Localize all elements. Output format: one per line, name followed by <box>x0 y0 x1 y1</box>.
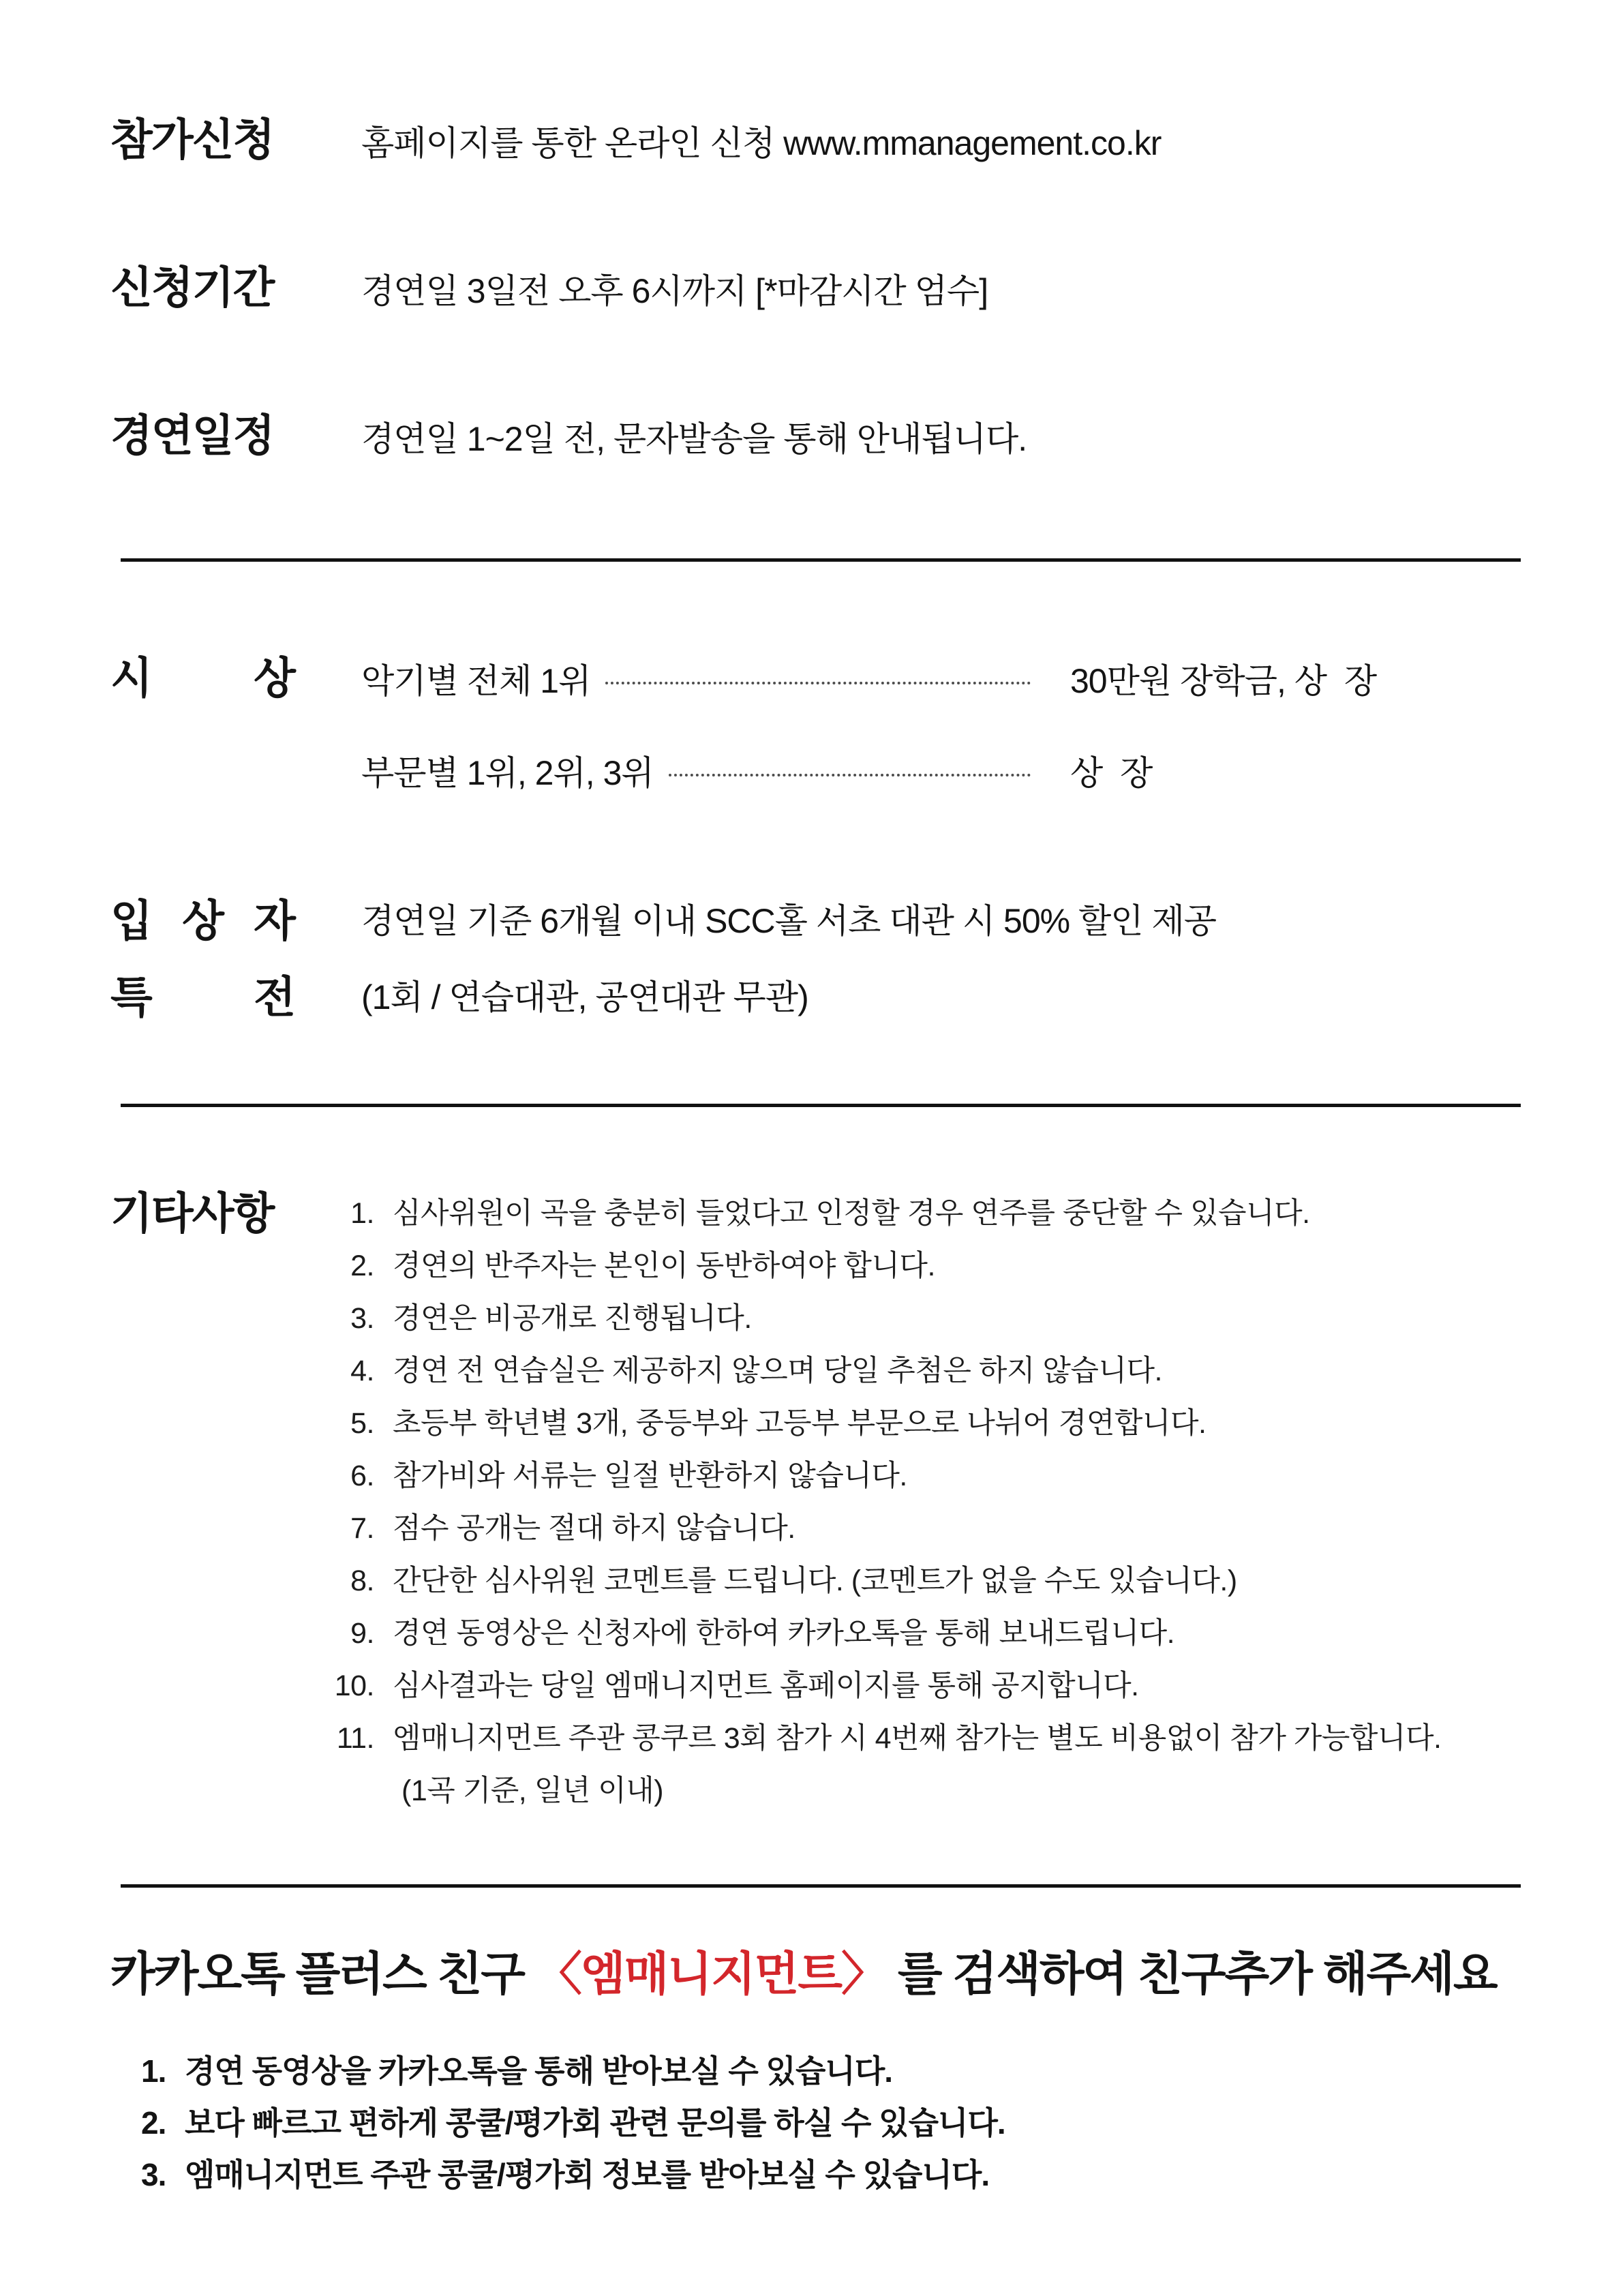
etc-list-item <box>323 1293 1441 1345</box>
item-text: 보다 빠르고 편하게 콩쿨/평가회 관련 문의를 하실 수 있습니다. <box>185 2104 1005 2141</box>
item-number: 3. <box>141 2156 166 2192</box>
item-number: 6. <box>350 1460 374 1492</box>
item-number: 2. <box>141 2104 166 2141</box>
item-text: 경연의 반주자는 본인이 동반하여야 합니다. <box>393 1250 935 1282</box>
winner-benefit-label-line1: 입 상 자 <box>110 896 294 946</box>
item-text: 엠매니지먼트 주관 콩쿠르 3회 참가 시 4번째 참가는 별도 비용없이 참가 가능합니다. <box>393 1722 1442 1755</box>
item-number: 9. <box>350 1617 374 1650</box>
item-number: 1. <box>141 2053 166 2089</box>
section-divider <box>121 1884 1521 1888</box>
kakao-list-item <box>141 2045 1521 2097</box>
winner-benefit-label-line2: 특 전 <box>110 973 294 1022</box>
section-winner-benefit <box>110 883 1521 1036</box>
award-row <box>361 748 1521 793</box>
item-number: 11. <box>336 1722 374 1755</box>
etc-label: 기타사항 <box>110 1189 274 1238</box>
etc-list-item <box>323 1660 1441 1712</box>
info-row <box>110 264 1521 313</box>
item-text: 경연은 비공개로 진행됩니다. <box>393 1302 752 1335</box>
winner-benefit-label <box>110 883 294 1036</box>
item-text: 심사위원이 곡을 충분히 들었다고 인정할 경우 연주를 중단할 수 있습니다. <box>393 1197 1310 1230</box>
award-item-text: 악기별 전체 1위 <box>361 662 591 700</box>
awards-label: 시 상 <box>110 654 294 703</box>
item-text: 초등부 학년별 3개, 중등부와 고등부 부문으로 나뉘어 경연합니다. <box>393 1407 1207 1440</box>
etc-list-item <box>323 1450 1441 1502</box>
info-row-label: 경연일정 <box>110 411 274 460</box>
item-text: 경연 동영상은 신청자에 한하여 카카오톡을 통해 보내드립니다. <box>393 1617 1175 1650</box>
info-row-content: 홈페이지를 통한 온라인 신청 www.mmanagement.co.kr <box>361 124 1162 162</box>
kakao-heading-suffix: 를 검색하여 친구추가 해주세요 <box>886 1948 1497 2000</box>
etc-list-item <box>323 1398 1441 1450</box>
item-number: 8. <box>350 1565 374 1597</box>
kakao-list-item <box>141 2149 1521 2201</box>
item-number: 1. <box>350 1197 374 1230</box>
info-row-content: 경연일 1~2일 전, 문자발송을 통해 안내됩니다. <box>361 420 1027 458</box>
award-left <box>361 654 1043 703</box>
section-etc <box>110 1188 1521 1817</box>
item-number: 7. <box>350 1512 374 1545</box>
etc-list-item <box>323 1345 1441 1398</box>
award-prize: 상 장 <box>1070 754 1153 792</box>
etc-list-item <box>323 1502 1441 1555</box>
kakao-list <box>141 2045 1521 2201</box>
award-item-text: 부문별 1위, 2위, 3위 <box>361 754 654 792</box>
etc-item11-note: (1곡 기준, 일년 이내) <box>401 1774 664 1807</box>
etc-list-item <box>323 1555 1441 1607</box>
info-row-content: 경연일 3일전 오후 6시까지 [*마감시간 엄수] <box>361 272 988 310</box>
item-number: 5. <box>350 1407 374 1440</box>
item-text: 경연 동영상을 카카오톡을 통해 받아보실 수 있습니다. <box>185 2053 893 2089</box>
kakao-list-item <box>141 2097 1521 2149</box>
item-number: 10. <box>334 1670 374 1702</box>
etc-list-item <box>323 1240 1441 1293</box>
award-row <box>361 656 1521 701</box>
etc-list-item <box>323 1607 1441 1660</box>
item-text: 경연 전 연습실은 제공하지 않으며 당일 추첨은 하지 않습니다. <box>393 1355 1162 1387</box>
section-awards <box>110 656 1521 793</box>
winner-benefit-line1: 경연일 기준 6개월 이내 SCC홀 서초 대관 시 50% 할인 제공 <box>361 902 1217 940</box>
dotted-leader <box>669 774 1031 776</box>
item-text: 참가비와 서류는 일절 반환하지 않습니다. <box>393 1460 907 1492</box>
info-row <box>110 116 1521 165</box>
winner-benefit-content <box>361 883 1216 1036</box>
item-text: 심사결과는 당일 엠매니지먼트 홈페이지를 통해 공지합니다. <box>393 1670 1139 1702</box>
winner-benefit-line2: (1회 / 연습대관, 공연대관 무관) <box>361 978 808 1016</box>
item-text: 간단한 심사위원 코멘트를 드립니다. (코멘트가 없을 수도 있습니다.) <box>393 1565 1237 1597</box>
etc-list-item <box>323 1712 1441 1765</box>
section-divider <box>121 558 1521 562</box>
award-left <box>361 746 1043 795</box>
item-number: 2. <box>350 1250 374 1282</box>
section-divider <box>121 1104 1521 1107</box>
awards-rows <box>361 656 1521 793</box>
info-row <box>110 412 1521 461</box>
info-row-label: 참가신청 <box>110 115 274 164</box>
award-prize: 30만원 장학금, 상 장 <box>1070 662 1377 700</box>
item-text: 엠매니지먼트 주관 콩쿨/평가회 정보를 받아보실 수 있습니다. <box>185 2156 990 2192</box>
etc-list <box>323 1188 1441 1765</box>
item-number: 4. <box>350 1355 374 1387</box>
section-top-info <box>110 116 1521 461</box>
section-kakao <box>110 1949 1521 2201</box>
etc-body <box>323 1188 1441 1817</box>
kakao-heading-prefix: 카카오톡 플러스 친구 <box>110 1948 536 2000</box>
etc-list-item <box>323 1188 1441 1240</box>
kakao-heading <box>110 1949 1521 2000</box>
item-text: 점수 공개는 절대 하지 않습니다. <box>393 1512 795 1545</box>
dotted-leader <box>605 682 1031 684</box>
kakao-heading-highlight: 〈엠매니지먼트〉 <box>535 1948 887 2000</box>
item-number: 3. <box>350 1302 374 1335</box>
info-row-label: 신청기간 <box>110 263 274 312</box>
